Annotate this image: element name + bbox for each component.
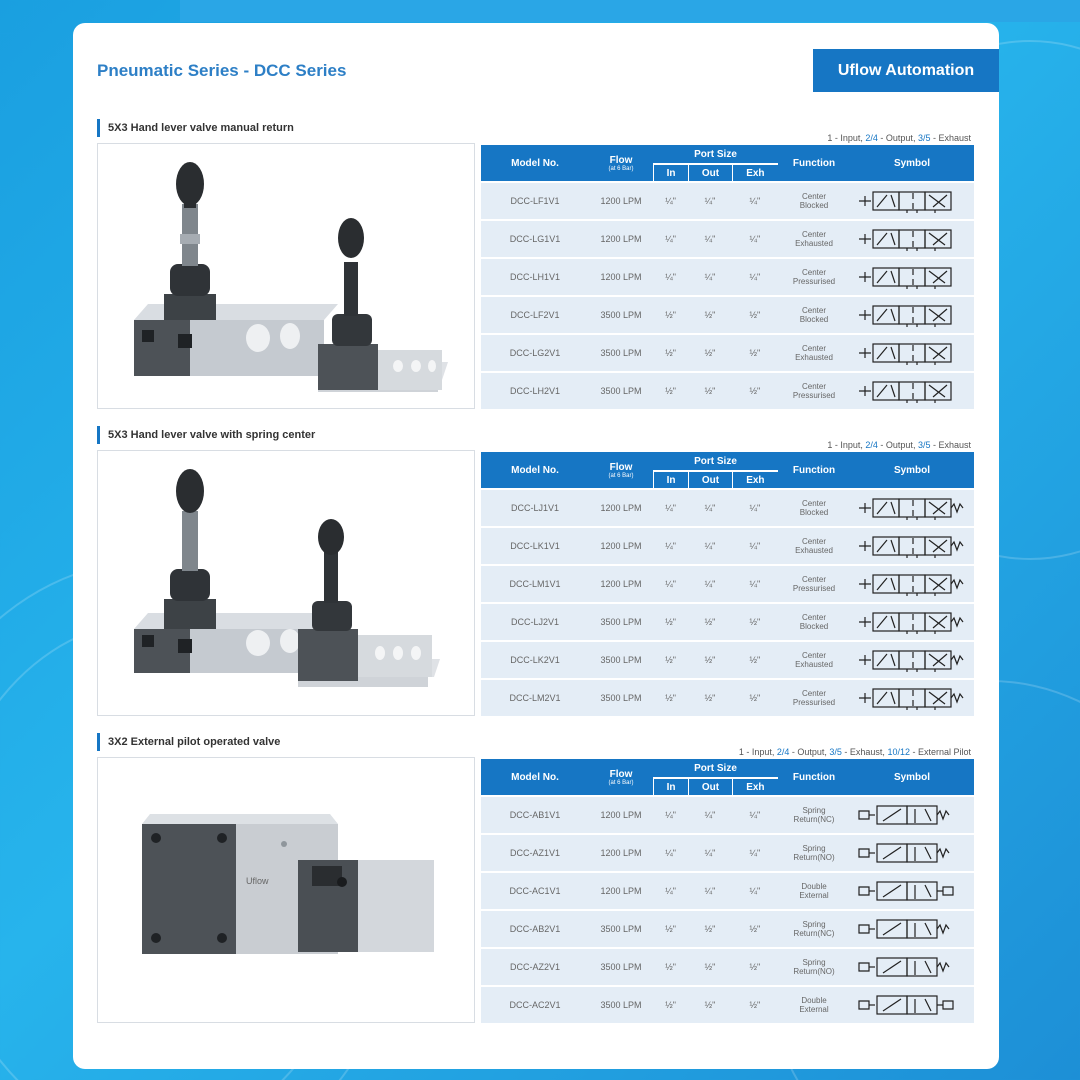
function-line: Center [801,651,826,660]
table-row [481,183,974,219]
function-line: Exhausted [795,660,833,669]
col-flow: Flow (at 6 Bar) [589,145,653,181]
function-line: Center [801,382,826,391]
model-number: DCC-AB2V1 [481,911,589,947]
table-row [481,873,974,909]
col-exh: Exh [732,472,778,488]
product-logo: Uflow [246,876,269,886]
port-in: ¼" [653,835,688,871]
function-line: Spring [802,806,826,815]
table-row [481,835,974,871]
port-in: ½" [653,911,688,947]
function-line: Exhausted [795,353,833,362]
flow-value: 1200 LPM [589,835,653,871]
flow-value: 3500 LPM [589,642,653,678]
port-exh: ¼" [732,259,778,295]
product-photo-spring-center-valves [97,450,475,716]
port-in: ¼" [653,528,688,564]
table-row [481,490,974,526]
flow-value: 3500 LPM [589,335,653,371]
col-in: In [653,165,688,181]
port-in: ¼" [653,873,688,909]
col-port-size: Port Size [653,759,778,777]
col-out: Out [688,165,732,181]
flow-value: 1200 LPM [589,221,653,257]
table-row [481,911,974,947]
port-in: ½" [653,297,688,333]
col-function: Function [778,452,850,488]
function-cell [778,221,850,257]
function-cell [778,183,850,219]
col-model: Model No. [481,452,589,488]
function-cell [778,528,850,564]
port-in: ¼" [653,797,688,833]
3-2-pilot-spring-nc-icon [852,803,972,827]
col-model: Model No. [481,759,589,795]
col-port-size: Port Size [653,145,778,163]
function-line: Return(NO) [793,853,835,862]
col-model: Model No. [481,145,589,181]
function-line: Center [801,537,826,546]
flow-value: 3500 LPM [589,604,653,640]
flow-value: 1200 LPM [589,183,653,219]
port-exh: ½" [732,911,778,947]
port-out: ¼" [688,873,732,909]
flow-value: 3500 LPM [589,987,653,1023]
table-row [481,642,974,678]
model-number: DCC-LJ2V1 [481,604,589,640]
symbol-cell [850,221,974,257]
flow-value: 1200 LPM [589,797,653,833]
flow-value: 1200 LPM [589,259,653,295]
function-line: External [799,1005,829,1014]
function-line: External [799,891,829,900]
5-3-spring-blocked-icon [852,610,972,634]
function-line: Pressurised [792,277,836,286]
model-number: DCC-LM2V1 [481,680,589,716]
table-row [481,335,974,371]
symbol-cell [850,490,974,526]
port-in: ½" [653,680,688,716]
col-port-size: Port Size [653,452,778,470]
port-in: ¼" [653,259,688,295]
flow-value: 1200 LPM [589,490,653,526]
col-symbol: Symbol [850,145,974,181]
port-exh: ½" [732,680,778,716]
3-2-pilot-spring-no-icon [852,955,972,979]
port-out: ¼" [688,221,732,257]
port-in: ½" [653,987,688,1023]
model-number: DCC-AZ1V1 [481,835,589,871]
port-exh: ½" [732,987,778,1023]
spec-table [481,757,974,1025]
symbol-cell [850,797,974,833]
function-cell [778,297,850,333]
col-flow: Flow (at 6 Bar) [589,759,653,795]
5-3-spring-exhausted-icon [852,534,972,558]
port-exh: ½" [732,604,778,640]
port-out: ¼" [688,490,732,526]
port-exh: ¼" [732,490,778,526]
function-line: Spring [802,844,826,853]
function-cell [778,566,850,602]
function-cell [778,373,850,409]
symbol-cell [850,873,974,909]
5-3-lever-exhausted-icon [852,227,972,251]
symbol-cell [850,949,974,985]
port-out: ½" [688,642,732,678]
section-hand-lever-manual-return [97,119,975,415]
function-line: Exhausted [795,546,833,555]
table-row [481,949,974,985]
model-number: DCC-LJ1V1 [481,490,589,526]
col-out: Out [688,779,732,795]
5-3-lever-blocked-icon [852,189,972,213]
port-in: ½" [653,335,688,371]
function-line: Center [801,689,826,698]
model-number: DCC-LG2V1 [481,335,589,371]
port-in: ½" [653,642,688,678]
function-cell [778,680,850,716]
table-row [481,221,974,257]
5-3-lever-pressurised-icon [852,379,972,403]
5-3-lever-exhausted-icon [852,341,972,365]
function-line: Pressurised [792,391,836,400]
section-title: 5X3 Hand lever valve with spring center [97,426,315,444]
function-line: Blocked [799,315,829,324]
section-external-pilot-valve [97,733,975,1029]
function-cell [778,642,850,678]
port-out: ½" [688,373,732,409]
function-line: Return(NC) [793,929,835,938]
port-out: ¼" [688,528,732,564]
function-line: Blocked [799,508,829,517]
function-cell [778,335,850,371]
spec-table [481,450,974,718]
model-number: DCC-LF2V1 [481,297,589,333]
model-number: DCC-AC1V1 [481,873,589,909]
function-cell [778,987,850,1023]
3-2-pilot-double-icon [852,879,972,903]
port-out: ¼" [688,566,732,602]
col-flow: Flow (at 6 Bar) [589,452,653,488]
port-out: ½" [688,911,732,947]
col-function: Function [778,145,850,181]
function-line: Return(NO) [793,967,835,976]
section-title: 3X2 External pilot operated valve [97,733,280,751]
model-number: DCC-LG1V1 [481,221,589,257]
function-line: Double [801,882,827,891]
symbol-cell [850,911,974,947]
spec-body [481,797,974,1023]
function-line: Center [801,613,826,622]
product-photo-hand-lever-valves [97,143,475,409]
port-out: ½" [688,604,732,640]
col-out: Out [688,472,732,488]
flow-value: 3500 LPM [589,680,653,716]
table-row [481,680,974,716]
table-row [481,604,974,640]
function-line: Pressurised [792,698,836,707]
table-row [481,259,974,295]
port-legend: 1 - Input, 2/4 - Output, 3/5 - Exhaust, 10/12 - External Pilot [738,747,971,757]
port-in: ½" [653,949,688,985]
model-number: DCC-LH2V1 [481,373,589,409]
function-line: Spring [802,920,826,929]
symbol-cell [850,183,974,219]
function-cell [778,911,850,947]
function-cell [778,604,850,640]
catalog-page [73,23,999,1069]
function-line: Center [801,230,826,239]
function-cell [778,949,850,985]
port-in: ¼" [653,490,688,526]
3-2-pilot-spring-nc-icon [852,917,972,941]
model-number: DCC-AC2V1 [481,987,589,1023]
5-3-lever-blocked-icon [852,303,972,327]
port-out: ¼" [688,183,732,219]
flow-value: 3500 LPM [589,949,653,985]
symbol-cell [850,566,974,602]
product-photo-pilot-valves [97,757,475,1023]
port-out: ½" [688,987,732,1023]
flow-value: 1200 LPM [589,566,653,602]
port-exh: ½" [732,949,778,985]
5-3-lever-pressurised-icon [852,265,972,289]
brand-banner: Uflow Automation [813,49,999,92]
port-out: ½" [688,335,732,371]
symbol-cell [850,297,974,333]
port-exh: ¼" [732,183,778,219]
col-in: In [653,779,688,795]
symbol-cell [850,987,974,1023]
port-out: ¼" [688,259,732,295]
function-line: Center [801,306,826,315]
symbol-cell [850,335,974,371]
page-title: Pneumatic Series - DCC Series [97,61,347,80]
top-background-band [180,0,1080,22]
symbol-cell [850,259,974,295]
symbol-cell [850,835,974,871]
port-in: ½" [653,604,688,640]
3-2-pilot-double-icon [852,993,972,1017]
col-symbol: Symbol [850,452,974,488]
flow-value: 1200 LPM [589,873,653,909]
port-exh: ½" [732,642,778,678]
5-3-spring-pressurised-icon [852,572,972,596]
port-out: ½" [688,680,732,716]
function-line: Center [801,499,826,508]
port-in: ¼" [653,221,688,257]
port-in: ¼" [653,183,688,219]
5-3-spring-pressurised-icon [852,686,972,710]
function-line: Center [801,268,826,277]
flow-value: 3500 LPM [589,911,653,947]
col-in: In [653,472,688,488]
port-exh: ½" [732,335,778,371]
function-line: Return(NC) [793,815,835,824]
function-line: Blocked [799,622,829,631]
port-out: ½" [688,949,732,985]
table-row [481,373,974,409]
model-number: DCC-LK1V1 [481,528,589,564]
5-3-spring-exhausted-icon [852,648,972,672]
function-line: Center [801,575,826,584]
function-cell [778,873,850,909]
function-line: Spring [802,958,826,967]
model-number: DCC-AB1V1 [481,797,589,833]
spec-body [481,183,974,409]
table-row [481,566,974,602]
symbol-cell [850,680,974,716]
col-symbol: Symbol [850,759,974,795]
symbol-cell [850,604,974,640]
port-exh: ¼" [732,797,778,833]
port-in: ¼" [653,566,688,602]
col-exh: Exh [732,779,778,795]
model-number: DCC-LH1V1 [481,259,589,295]
function-line: Double [801,996,827,1005]
3-2-pilot-spring-no-icon [852,841,972,865]
spec-body [481,490,974,716]
model-number: DCC-LM1V1 [481,566,589,602]
port-exh: ¼" [732,835,778,871]
col-function: Function [778,759,850,795]
table-row [481,797,974,833]
col-exh: Exh [732,165,778,181]
symbol-cell [850,373,974,409]
port-exh: ¼" [732,221,778,257]
port-out: ¼" [688,797,732,833]
spec-table [481,143,974,411]
table-row [481,297,974,333]
port-out: ¼" [688,835,732,871]
section-hand-lever-spring-center [97,426,975,722]
port-legend: 1 - Input, 2/4 - Output, 3/5 - Exhaust [827,133,971,143]
function-cell [778,490,850,526]
function-line: Exhausted [795,239,833,248]
symbol-cell [850,528,974,564]
port-out: ½" [688,297,732,333]
5-3-spring-blocked-icon [852,496,972,520]
function-line: Center [801,344,826,353]
port-exh: ¼" [732,528,778,564]
symbol-cell [850,642,974,678]
section-title: 5X3 Hand lever valve manual return [97,119,294,137]
function-cell [778,797,850,833]
table-row [481,987,974,1023]
port-legend: 1 - Input, 2/4 - Output, 3/5 - Exhaust [827,440,971,450]
model-number: DCC-LF1V1 [481,183,589,219]
model-number: DCC-LK2V1 [481,642,589,678]
flow-value: 3500 LPM [589,297,653,333]
function-cell [778,835,850,871]
port-exh: ¼" [732,566,778,602]
flow-value: 3500 LPM [589,373,653,409]
port-exh: ½" [732,297,778,333]
port-in: ½" [653,373,688,409]
table-row [481,528,974,564]
port-exh: ½" [732,373,778,409]
model-number: DCC-AZ2V1 [481,949,589,985]
function-line: Blocked [799,201,829,210]
function-line: Pressurised [792,584,836,593]
port-exh: ¼" [732,873,778,909]
function-line: Center [801,192,826,201]
flow-value: 1200 LPM [589,528,653,564]
function-cell [778,259,850,295]
